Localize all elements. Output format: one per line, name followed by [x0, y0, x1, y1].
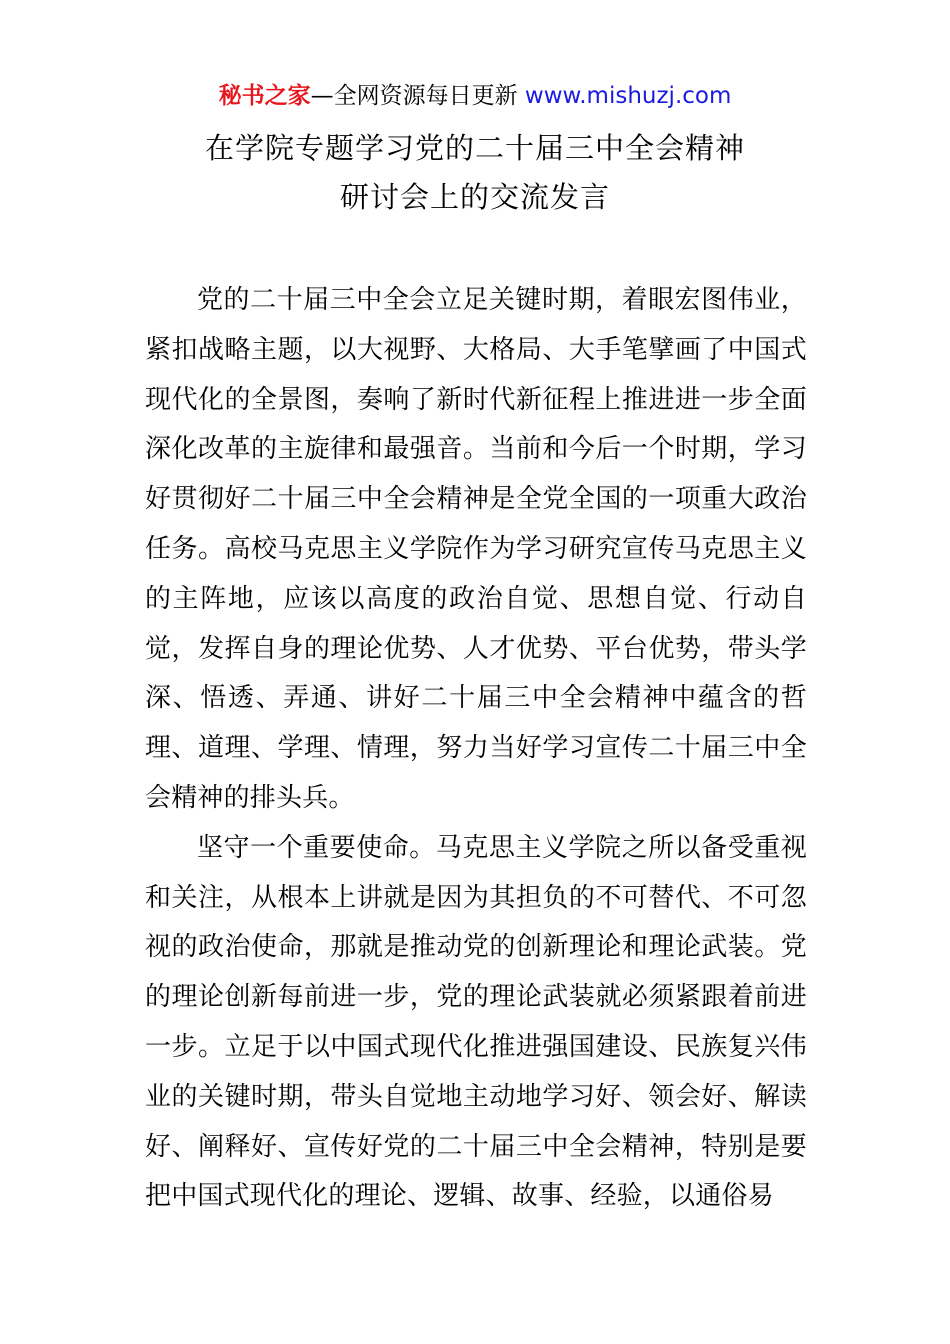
site-brand: 秘书之家: [218, 83, 311, 109]
body-paragraph-1: 党的二十届三中全会立足关键时期，着眼宏图伟业，紧扣战略主题，以大视野、大格局、大手笔擘画了中国式现代化的全景图，奏响了新时代新征程上推进进一步全面深化改革的主旋律和最强音。当前和今后一个时期，学习好贯彻好二十届三中全会精神是全党全国的一项重大政治任务。高校马克思主义学院作为学习研究宣传马克思主义的主阵地，应该以高度的政治自觉、思想自觉、行动自觉，发挥自身的理论优势、人才优势、平台优势，带头学深、悟透、弄通、讲好二十届三中全会精神中蕴含的哲理、道理、学理、情理，努力当好学习宣传二十届三中全会精神的排头兵。: [145, 285, 807, 813]
document-body: [145, 276, 807, 1222]
site-banner: [0, 80, 950, 112]
document-title-line-1: 在学院专题学习党的二十届三中全会精神: [204, 131, 745, 165]
body-paragraph-2: 坚守一个重要使命。马克思主义学院之所以备受重视和关注，从根本上讲就是因为其担负的不可替代、不可忽视的政治使命，那就是推动党的创新理论和理论武装。党的理论创新每前进一步，党的理论武装就必须紧跟着前进一步。立足于以中国式现代化推进强国建设、民族复兴伟业的关键时期，带头自觉地主动地学习好、领会好、解读好、阐释好、宣传好党的二十届三中全会精神，特别是要把中国式现代化的理论、逻辑、故事、经验，以通俗易: [145, 832, 807, 1212]
site-url-link[interactable]: www.mishuzj.com: [524, 83, 732, 109]
document-title-line-2: 研讨会上的交流发言: [339, 180, 610, 214]
site-slogan: —全网资源每日更新: [310, 83, 518, 109]
